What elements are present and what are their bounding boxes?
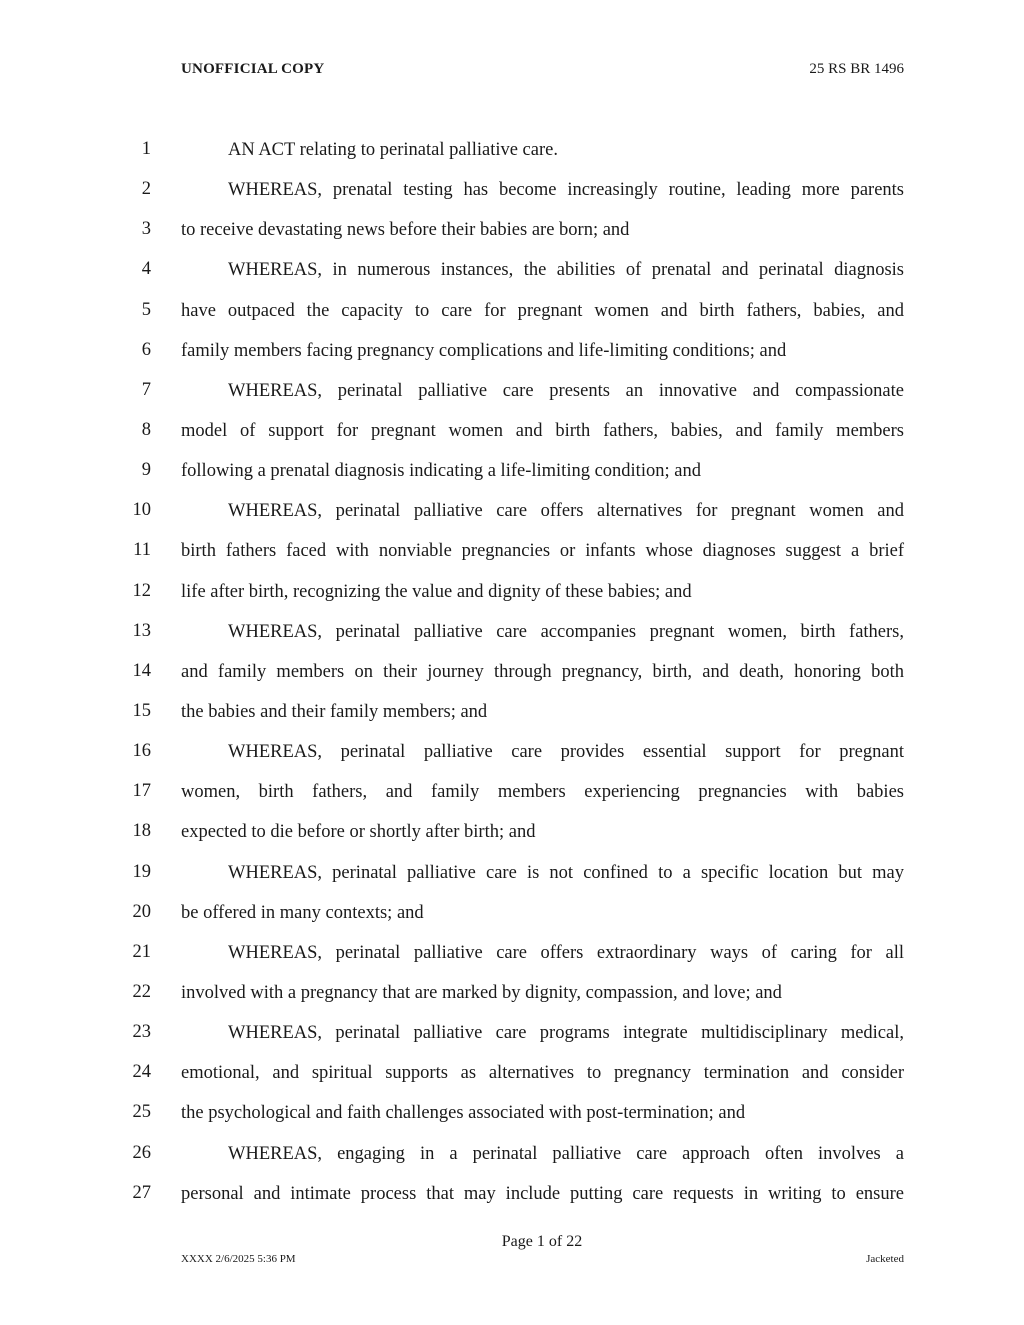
line-text: WHEREAS, in numerous instances, the abilities of prenatal and perinatal diagnosis	[228, 260, 904, 281]
line-number: 14	[132, 660, 151, 681]
line-text: expected to die before or shortly after birth; and	[181, 822, 536, 843]
line-text: WHEREAS, prenatal testing has become increasingly routine, leading more parents	[228, 180, 904, 201]
line-number: 17	[132, 781, 151, 802]
document-line	[0, 1055, 1024, 1095]
document-line	[0, 533, 1024, 573]
line-number: 12	[132, 580, 151, 601]
line-number: 2	[141, 179, 151, 200]
line-text: model of support for pregnant women and birth fathers, babies, and family members	[181, 420, 904, 441]
line-number: 19	[132, 861, 151, 882]
line-text: the psychological and faith challenges associated with post-termination; and	[181, 1103, 746, 1124]
line-text: AN ACT relating to perinatal palliative care.	[228, 140, 558, 160]
line-number: 4	[141, 259, 151, 280]
document-line	[0, 1136, 1024, 1176]
line-text: and family members on their journey through pregnancy, birth, and death, honoring both	[181, 661, 904, 682]
line-text: WHEREAS, perinatal palliative care presents an innovative and compassionate	[228, 380, 904, 401]
line-text: to receive devastating news before their babies are born; and	[181, 220, 630, 241]
line-number: 26	[132, 1142, 151, 1163]
line-number: 22	[132, 981, 151, 1002]
line-number: 27	[132, 1182, 151, 1203]
footer-right: Jacketed	[866, 1253, 904, 1265]
document-line	[0, 1015, 1024, 1055]
document-line	[0, 293, 1024, 333]
line-number: 25	[132, 1102, 151, 1123]
document-line	[0, 1095, 1024, 1135]
document-line	[0, 172, 1024, 212]
line-text: WHEREAS, perinatal palliative care accompanies pregnant women, birth fathers,	[228, 621, 904, 642]
document-line	[0, 373, 1024, 413]
page-number: Page 1 of 22	[501, 1233, 583, 1250]
document-line	[0, 895, 1024, 935]
document-line	[0, 935, 1024, 975]
line-text: family members facing pregnancy complications and life-limiting conditions; and	[181, 340, 787, 361]
document-line	[0, 774, 1024, 814]
document-line	[0, 654, 1024, 694]
document-body	[0, 132, 1024, 1216]
line-text: life after birth, recognizing the value and dignity of these babies; and	[181, 581, 692, 602]
line-number: 16	[132, 741, 151, 762]
footer-left: XXXX 2/6/2025 5:36 PM	[181, 1253, 296, 1265]
document-line	[0, 493, 1024, 533]
line-text: personal and intimate process that may include putting care requests in writing to ensure	[181, 1183, 904, 1204]
line-text: WHEREAS, perinatal palliative care offers extraordinary ways of caring for all	[228, 942, 904, 963]
document-line	[0, 413, 1024, 453]
line-text: women, birth fathers, and family members experiencing pregnancies with babies	[181, 782, 904, 803]
line-number: 9	[141, 460, 151, 481]
document-line	[0, 1176, 1024, 1216]
document-line	[0, 212, 1024, 252]
document-line	[0, 694, 1024, 734]
document-line	[0, 855, 1024, 895]
line-text: WHEREAS, perinatal palliative care programs integrate multidisciplinary medical,	[228, 1023, 904, 1044]
line-number: 13	[132, 620, 151, 641]
line-number: 6	[141, 339, 151, 360]
document-line	[0, 814, 1024, 854]
header-left: UNOFFICIAL COPY	[181, 61, 325, 77]
line-text: emotional, and spiritual supports as alternatives to pregnancy termination and consider	[181, 1063, 904, 1084]
line-number: 21	[132, 941, 151, 962]
document-line	[0, 574, 1024, 614]
line-number: 18	[132, 821, 151, 842]
header-right: 25 RS BR 1496	[809, 61, 904, 77]
line-text: birth fathers faced with nonviable pregnancies or infants whose diagnoses suggest a brief	[181, 541, 904, 562]
line-text: have outpaced the capacity to care for pregnant women and birth fathers, babies, and	[181, 300, 904, 321]
document-line	[0, 333, 1024, 373]
line-number: 5	[141, 299, 151, 320]
line-number: 11	[133, 540, 151, 561]
document-line	[0, 132, 1024, 172]
line-number: 1	[141, 139, 151, 159]
line-text: WHEREAS, perinatal palliative care is not confined to a specific location but may	[228, 862, 904, 883]
line-text: WHEREAS, perinatal palliative care provides essential support for pregnant	[228, 742, 904, 763]
line-number: 7	[141, 379, 151, 400]
document-line	[0, 734, 1024, 774]
line-number: 23	[132, 1022, 151, 1043]
line-number: 8	[141, 419, 151, 440]
line-number: 24	[132, 1062, 151, 1083]
line-number: 20	[132, 901, 151, 922]
document-line	[0, 614, 1024, 654]
line-text: WHEREAS, perinatal palliative care offers alternatives for pregnant women and	[228, 501, 904, 522]
line-text: following a prenatal diagnosis indicating a life-limiting condition; and	[181, 461, 701, 482]
line-number: 15	[132, 700, 151, 721]
line-number: 3	[141, 219, 151, 240]
document-line	[0, 252, 1024, 292]
line-text: the babies and their family members; and	[181, 701, 488, 722]
line-number: 10	[132, 500, 151, 521]
line-text: be offered in many contexts; and	[181, 902, 424, 923]
line-text: WHEREAS, engaging in a perinatal palliative care approach often involves a	[228, 1143, 904, 1164]
line-text: involved with a pregnancy that are marked by dignity, compassion, and love; and	[181, 982, 782, 1003]
document-line	[0, 453, 1024, 493]
document-line	[0, 975, 1024, 1015]
